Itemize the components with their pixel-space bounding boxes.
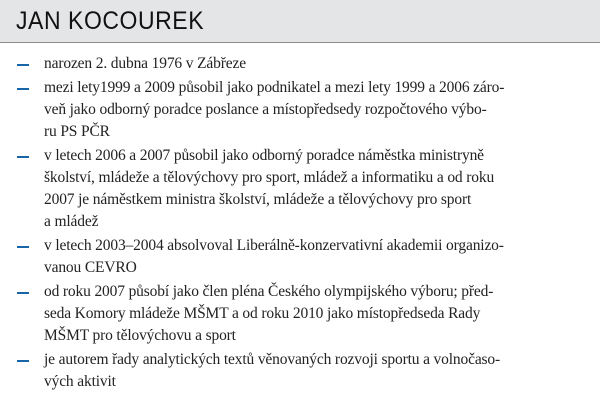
list-item-text: vanou CEVRO — [44, 259, 137, 276]
dash-bullet-icon — [17, 246, 29, 248]
list-item — [0, 145, 600, 233]
list-item-text: 2007 je náměstkem ministra školství, mládeže a tělovýchovy pro sport — [44, 191, 472, 208]
dash-bullet-icon — [17, 292, 29, 294]
list-item-text: mezi lety1999 a 2009 působil jako podnikatel a mezi lety 1999 a 2006 záro- — [44, 79, 505, 96]
header-bar — [0, 0, 600, 43]
dash-bullet-icon — [17, 88, 29, 90]
list-item — [0, 349, 600, 393]
list-item-text: v letech 2006 a 2007 působil jako odborný poradce náměstka ministryně — [44, 147, 484, 164]
list-item-text: vých aktivit — [44, 373, 116, 390]
person-name-title: JAN KOCOUREK — [16, 7, 205, 35]
list-item-text: od roku 2007 působí jako člen pléna Českého olympijského výboru; před- — [44, 283, 494, 300]
list-item-text: je autorem řady analytických textů věnovaných rozvoji sportu a volnočaso- — [44, 351, 501, 368]
list-item-text: seda Komory mládeže MŠMT a od roku 2010 jako místopředseda Rady — [44, 305, 481, 322]
list-item — [0, 281, 600, 347]
list-item-text: narozen 2. dubna 1976 v Zábřeze — [44, 55, 246, 72]
list-item-text: v letech 2003–2004 absolvoval Liberálně-konzervativní akademii organizo- — [44, 237, 504, 254]
list-item — [0, 53, 600, 75]
list-item-text: školství, mládeže a tělovýchovy pro sport, mládež a informatiku a od roku — [44, 169, 495, 186]
biography-list — [0, 53, 600, 395]
list-item — [0, 77, 600, 143]
list-item-text: a mládež — [44, 213, 99, 230]
list-item-text: MŠMT pro tělovýchovu a sport — [44, 327, 236, 344]
dash-bullet-icon — [17, 64, 29, 66]
dash-bullet-icon — [17, 360, 29, 362]
list-item — [0, 235, 600, 279]
list-item-text: ru PS PČR — [44, 123, 110, 140]
list-item-text: veň jako odborný poradce poslance a místopředsedy rozpočtového výbo- — [44, 101, 487, 118]
dash-bullet-icon — [17, 156, 29, 158]
